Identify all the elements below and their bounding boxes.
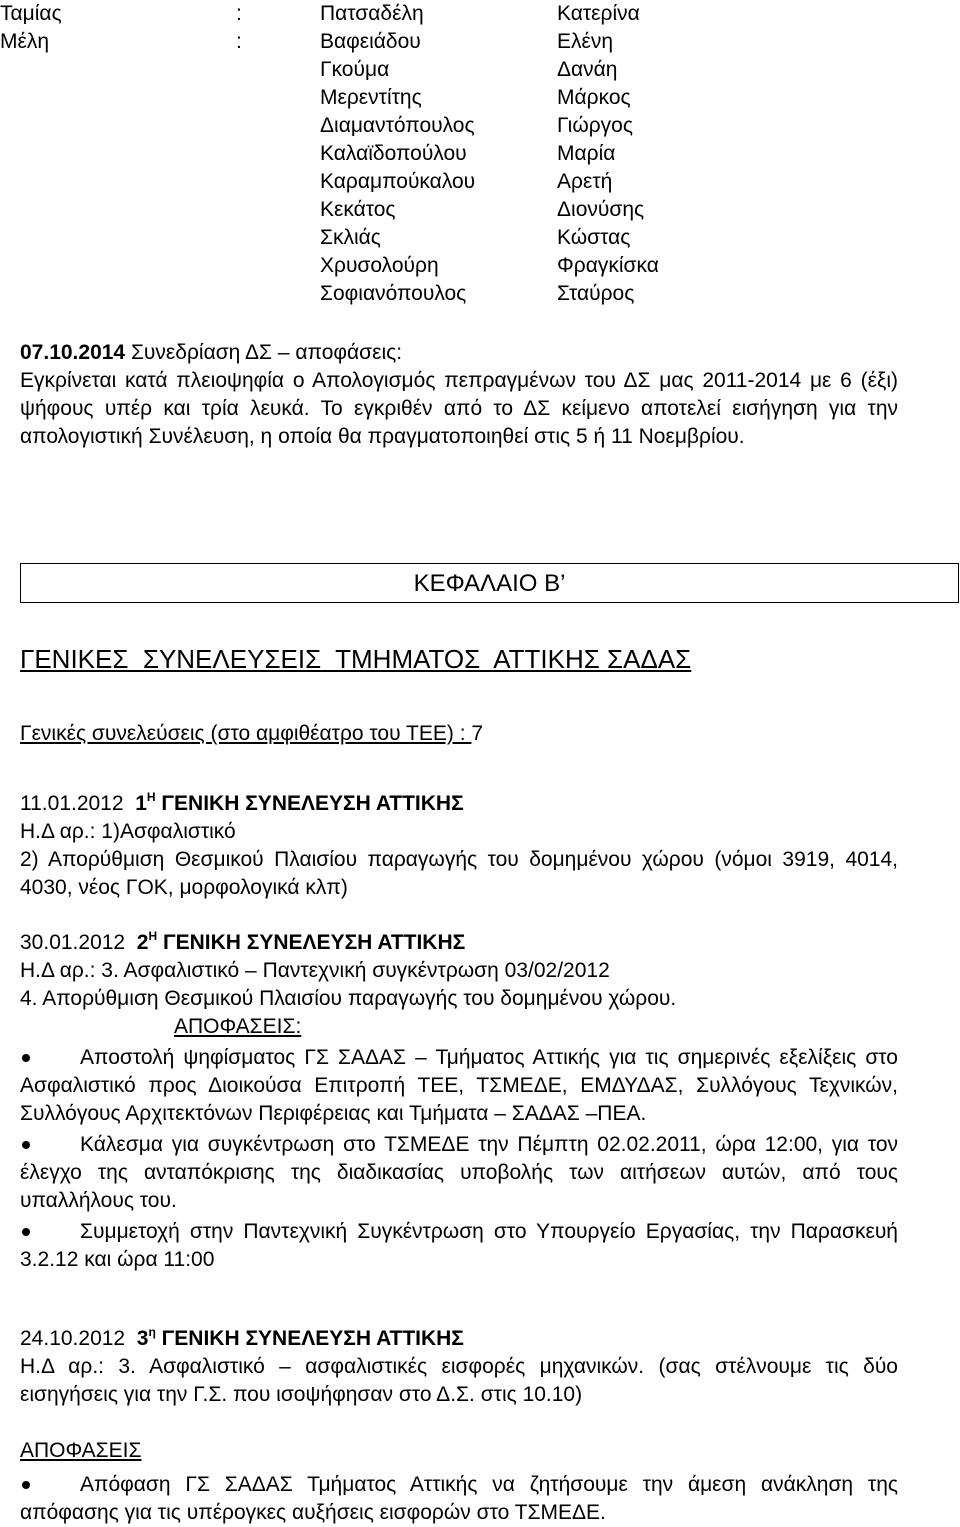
roster-row [0, 252, 960, 280]
roster-row [0, 280, 960, 308]
board-roster [0, 0, 960, 308]
assembly-3-heading [20, 1325, 898, 1353]
bullet-icon [22, 1141, 30, 1149]
assembly-3-agenda-1: Η.Δ αρ.: 3. Ασφαλιστικό – ασφαλιστικές εισφορές μηχανικών. (σας στέλνουμε τις δύο εισηγήσεις για την Γ.Σ. που ισοψήφησαν στο Δ.Σ. στις 10.10) [20, 1355, 898, 1406]
roster-colon: : [236, 2, 242, 25]
assembly-count-line [20, 720, 898, 748]
decision-text: Αποστολή ψηφίσματος ΓΣ ΣΑΔΑΣ – Τμήματος Αττικής για τις σημερινές εξελίξεις στο Ασφαλιστικό προς Διοικούσα Επιτροπή ΤΕΕ, ΤΣΜΕΔΕ, ΕΜΔΥΔΑΣ, Συλλόγους Τεχνικών, Συλλόγους Αρχιτεκτόνων Περιφέρειας και Τμήματα – ΣΑΔΑΣ –ΠΕΑ. [20, 1046, 898, 1125]
roster-row [0, 168, 960, 196]
decision-item [20, 1131, 898, 1215]
assembly-3-decisions-label-row [20, 1437, 898, 1465]
roster-surname: Πατσαδέλη [320, 2, 424, 25]
assembly-3-date: 24.10.2012 [20, 1327, 126, 1350]
bullet-icon [22, 1054, 30, 1062]
bullet-icon [22, 1228, 30, 1236]
assembly-2-decisions-label: ΑΠΟΦΑΣΕΙΣ: [174, 1015, 302, 1038]
roster-role: Ταμίας [0, 2, 62, 25]
roster-firstname: Αρετή [557, 170, 613, 193]
assembly-1-heading [20, 790, 898, 818]
roster-row [0, 196, 960, 224]
assembly-2-agenda-1: Η.Δ αρ.: 3. Ασφαλιστικό – Παντεχνική συγκέντρωση 03/02/2012 [20, 959, 610, 982]
assembly-1-agenda-2: 2) Απορύθμιση Θεσμικού Πλαισίου παραγωγής του δομημένου χώρου (νόμοι 3919, 4014, 4030, νέος ΓΟΚ, μορφολογικά κλπ) [20, 848, 898, 899]
roster-firstname: Διονύσης [557, 198, 645, 221]
roster-row [0, 112, 960, 140]
decision-text: Κάλεσμα για συγκέντρωση στο ΤΣΜΕΔΕ την Πέμπτη 02.02.2011, ώρα 12:00, για τον έλεγχο της ανταπόκρισης της διαδικασίας υποβολής των αιτήσεων αυτών, από τους υπαλλήλους του. [20, 1133, 898, 1212]
meeting-2014-title: Συνεδρίαση ΔΣ – αποφάσεις: [125, 341, 403, 364]
decision-item [20, 1471, 898, 1527]
roster-row [0, 140, 960, 168]
roster-firstname: Μάρκος [557, 86, 631, 109]
roster-firstname: Ελένη [557, 30, 614, 53]
roster-firstname: Δανάη [557, 58, 618, 81]
assembly-3-title: ΓΕΝΙΚΗ ΣΥΝΕΛΕΥΣΗ ΑΤΤΙΚΗΣ [155, 1327, 464, 1350]
meeting-2014-body: Εγκρίνεται κατά πλειοψηφία ο Απολογισμός πεπραγμένων του ΔΣ μας 2011-2014 με 6 (έξι) ψήφους υπέρ και τρία λευκά. Το εγκριθέν από το ΔΣ κείμενο αποτελεί εισήγηση για την απολογιστική Συνέλευση, η οποία θα πραγματοποιηθεί στις 5 ή 11 Νοεμβρίου. [20, 369, 898, 448]
assembly-3-section [20, 1325, 898, 1527]
roster-row [0, 28, 960, 56]
roster-surname: Γκούμα [320, 58, 390, 81]
roster-surname: Σοφιανόπουλος [320, 282, 467, 305]
roster-row [0, 84, 960, 112]
chapter-title-box: ΚΕΦΑΛΑΙΟ Β’ [20, 563, 959, 603]
roster-surname: Διαμαντόπουλος [320, 114, 475, 137]
roster-firstname: Μαρία [557, 142, 616, 165]
decision-text: Συμμετοχή στην Παντεχνική Συγκέντρωση στο Υπουργείο Εργασίας, την Παρασκευή 3.2.12 και ώρα 11:00 [20, 1220, 898, 1271]
meeting-2014-date: 07.10.2014 [20, 341, 126, 364]
roster-colon: : [236, 30, 242, 53]
assembly-1-title: ΓΕΝΙΚΗ ΣΥΝΕΛΕΥΣΗ ΑΤΤΙΚΗΣ [155, 792, 464, 815]
assembly-2-number: 2 [136, 931, 149, 954]
roster-surname: Καραμπούκαλου [320, 170, 476, 193]
bullet-icon [22, 1481, 30, 1489]
assembly-2-decisions-label-row [20, 1013, 898, 1041]
roster-surname: Βαφειάδου [320, 30, 421, 53]
decision-text: Απόφαση ΓΣ ΣΑΔΑΣ Τμήματος Αττικής να ζητήσουμε την άμεση ανάκληση της απόφασης για τις υπέρογκες αυξήσεις εισφορών στο ΤΣΜΕΔΕ. [20, 1473, 898, 1524]
roster-firstname: Κατερίνα [557, 2, 640, 25]
roster-firstname: Κώστας [557, 226, 631, 249]
roster-firstname: Γιώργος [557, 114, 633, 137]
assembly-1-ordinal: Η [146, 790, 156, 804]
roster-firstname: Φραγκίσκα [557, 254, 659, 277]
roster-row [0, 56, 960, 84]
roster-firstname: Σταύρος [557, 282, 635, 305]
meeting-2014-section [20, 339, 898, 451]
meeting-2014-heading [20, 339, 898, 367]
assembly-2-agenda-2: 4. Απορύθμιση Θεσμικού Πλαισίου παραγωγής του δομημένου χώρου. [20, 987, 677, 1010]
general-assemblies-heading-text: ΓΕΝΙΚΕΣ ΣΥΝΕΛΕΥΣΕΙΣ ΤΜΗΜΑΤΟΣ ΑΤΤΙΚΗΣ ΣΑΔΑΣ [20, 644, 692, 674]
decision-item [20, 1044, 898, 1128]
assembly-1-number: 1 [135, 792, 147, 815]
assembly-1-date: 11.01.2012 [20, 792, 124, 815]
roster-row [0, 224, 960, 252]
assembly-2-title: ΓΕΝΙΚΗ ΣΥΝΕΛΕΥΣΗ ΑΤΤΙΚΗΣ [157, 931, 466, 954]
assembly-3-ordinal: η [148, 1325, 156, 1339]
assembly-count-value: 7 [471, 722, 484, 745]
decision-item [20, 1218, 898, 1274]
assembly-1-section [20, 790, 898, 902]
roster-surname: Σκλιάς [320, 226, 381, 249]
roster-surname: Κεκάτος [320, 198, 396, 221]
assembly-3-decisions-label: ΑΠΟΦΑΣΕΙΣ [20, 1439, 142, 1462]
roster-row [0, 0, 960, 28]
roster-surname: Καλαϊδοπούλου [320, 142, 467, 165]
general-assemblies-heading [20, 642, 691, 676]
assembly-2-heading [20, 929, 898, 957]
assembly-3-number: 3 [136, 1327, 149, 1350]
assembly-2-section [20, 929, 898, 1274]
roster-role: Μέλη [0, 30, 50, 53]
assembly-1-agenda-1: Η.Δ αρ.: 1)Ασφαλιστικό [20, 820, 236, 843]
assembly-2-ordinal: Η [148, 929, 158, 943]
assembly-count-label: Γενικές συνελεύσεις (στο αμφιθέατρο του ΤΕΕ) : [20, 722, 472, 745]
roster-surname: Χρυσολούρη [320, 254, 439, 277]
roster-surname: Μερεντίτης [320, 86, 422, 109]
assembly-2-date: 30.01.2012 [20, 931, 126, 954]
